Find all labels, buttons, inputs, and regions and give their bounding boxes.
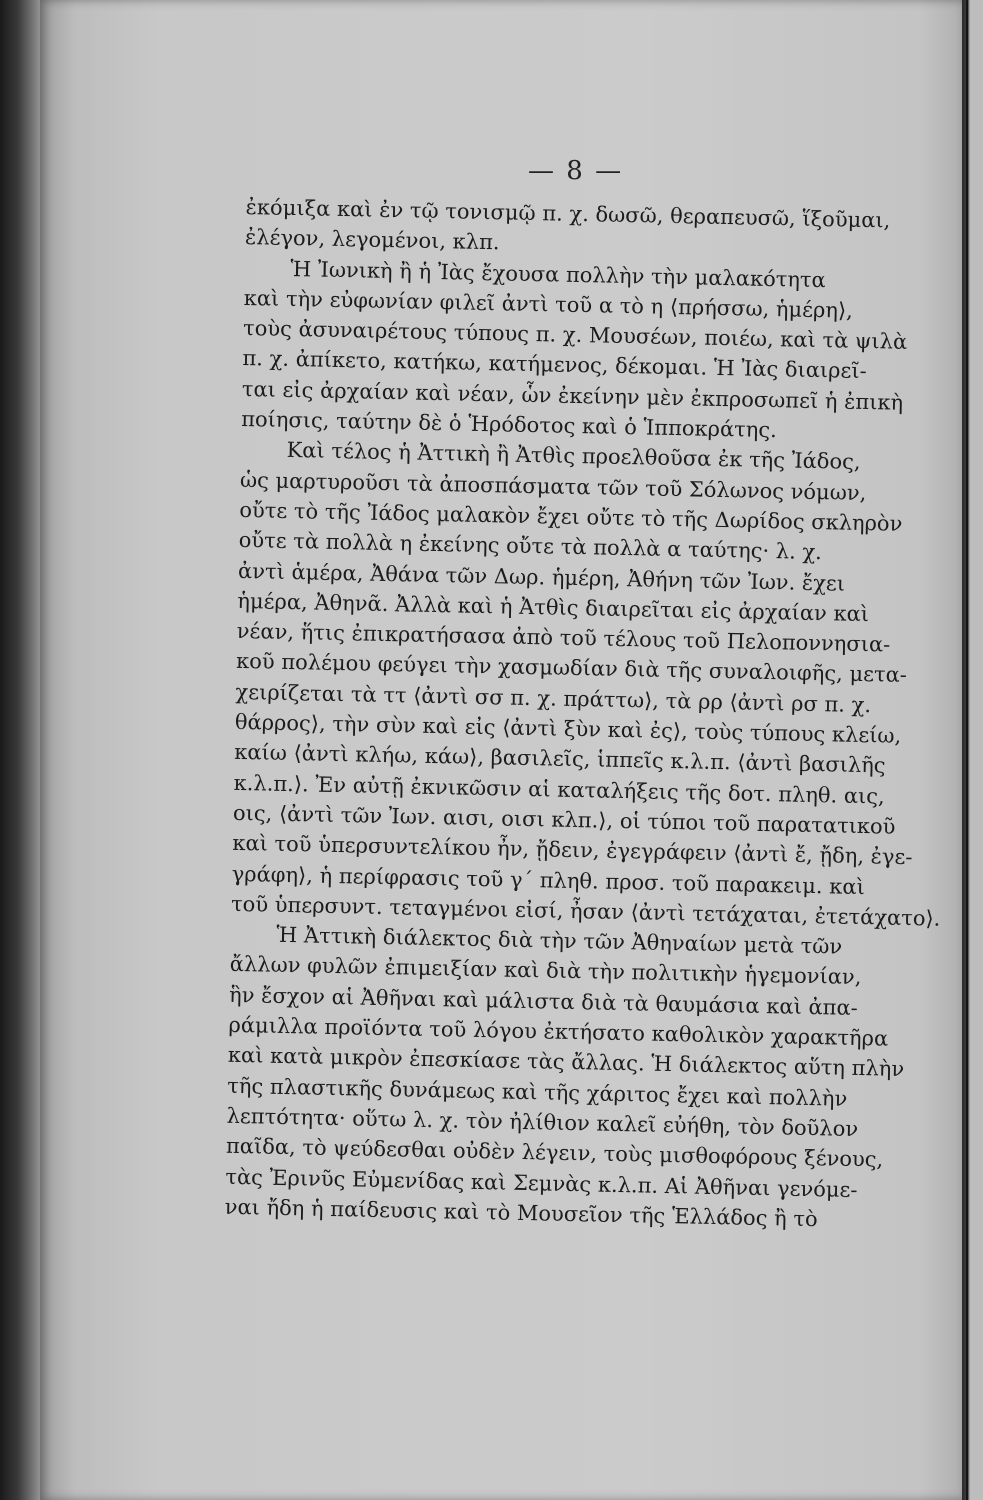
text-line: χειρίζεται τὰ ττ ⟨ἀντὶ σσ π. χ. πράττω⟩, τὰ ρρ ⟨ἀντὶ ρσ π. χ. [235, 679, 872, 717]
text-line: καὶ τοῦ ὑπερσυντελίκου ἦν, ᾔδειν, ἐγεγράφειν ⟨ἀντὶ ἔ, ᾔδη, ἐγε- [232, 831, 913, 870]
text-line: καὶ κατὰ μικρὸν ἐπεσκίασε τὰς ἄλλας. Ἡ διάλεκτος αὕτη πλὴν [227, 1043, 905, 1082]
text-line: λεπτότητα· οὕτω λ. χ. τὸν ἠλίθιον καλεῖ εὐήθη, τὸν δοῦλον [226, 1103, 859, 1141]
text-line: κοῦ πολέμου φεύγει τὴν χασμωδίαν διὰ τῆς συναλοιφῆς, μετα- [235, 649, 908, 688]
text-line: νέαν, ἥτις ἐπικρατήσασα ἀπὸ τοῦ τέλους τοῦ Πελοποννησια- [236, 619, 891, 657]
text-line: ἄλλων φυλῶν ἐπιμειξίαν καὶ διὰ τὴν πολιτικὴν ἡγεμονίαν, [229, 952, 862, 990]
text-line: θάρρος⟩, τὴν σὺν καὶ εἰς ⟨ἀντὶ ξὺν καὶ ἐς⟩, τοὺς τύπους κλείω, [234, 709, 902, 748]
text-line: τῆς πλαστικῆς δυνάμεως καὶ τῆς χάριτος ἔχει καὶ πολλὴν [227, 1073, 848, 1111]
text-line: γράφη⟩, ἡ περίφρασις τοῦ γ΄ πληθ. προσ. τοῦ παρακειμ. καὶ [231, 861, 866, 899]
text-line: κ.λ.π.⟩. Ἐν αὐτῇ ἐκνικῶσιν αἱ καταλήξεις τῆς δοτ. πληθ. αις, [233, 770, 886, 809]
book-spine-shadow [0, 0, 42, 1500]
text-line: ἣν ἔσχον αἱ Ἀθῆναι καὶ μάλιστα διὰ τὰ θαυμάσια καὶ ἀπα- [228, 982, 859, 1020]
text-line: ποίησις, ταύτην δὲ ὁ Ἡρόδοτος καὶ ὁ Ἱπποκράτης. [240, 407, 778, 443]
page-number: — 8 — [528, 156, 624, 186]
text-line: καίω ⟨ἀντὶ κλήω, κάω⟩, βασιλεῖς, ἱππεῖς κ.λ.π. ⟨ἀντὶ βασιλῆς [234, 740, 886, 778]
text-line: Ἡ Ἰωνικὴ ἢ ἡ Ἰὰς ἔχουσα πολλὴν τὴν μαλακότητα [290, 256, 826, 292]
text-line: ἐλέγον, λεγομένοι, κλπ. [244, 225, 500, 255]
text-line: Καὶ τέλος ἡ Ἀττικὴ ἢ Ἀτθὶς προελθοῦσα ἐκ τῆς Ἰάδος, [286, 438, 861, 475]
text-line: ὡς μαρτυροῦσι τὰ ἀποσπάσματα τῶν τοῦ Σόλωνος νόμων, [239, 467, 867, 505]
body-text [224, 192, 941, 1235]
text-line: ἀντὶ ἁμέρα, Ἀθάνα τῶν Δωρ. ἡμέρη, Ἀθήνη τῶν Ἰων. ἔχει [237, 558, 846, 596]
text-line: οις, ⟨ἀντὶ τῶν Ἰων. αισι, οισι κλπ.⟩, οἱ τύποι τοῦ παρατατικοῦ [232, 800, 896, 839]
text-line: οὔτε τὸ τῆς Ἰάδος μαλακὸν ἔχει οὔτε τὸ τῆς Δωρίδος σκληρὸν [239, 497, 903, 536]
text-line: ται εἰς ἀρχαίαν καὶ νέαν, ὧν ἐκείνην μὲν ἐκπροσωπεῖ ἡ ἐπικὴ [241, 376, 904, 415]
text-line: Ἡ Ἀττικὴ διάλεκτος διὰ τὴν τῶν Ἀθηναίων μετὰ τῶν [276, 922, 843, 959]
text-line: τοὺς ἀσυναιρέτους τύπους π. χ. Μουσέων, ποιέω, καὶ τὰ ψιλὰ [242, 316, 908, 355]
text-line: ἡμέρα, Ἀθηνᾶ. Ἀλλὰ καὶ ἡ Ἀτθὶς διαιρεῖται εἰς ἀρχαίαν καὶ [237, 588, 870, 626]
text-line: ναι ἤδη ἡ παίδευσις καὶ τὸ Μουσεῖον τῆς Ἑλλάδος ἢ τὸ [224, 1194, 818, 1231]
text-line: τὰς Ἐρινῦς Εὐμενίδας καὶ Σεμνὰς κ.λ.π. Αἱ Ἀθῆναι γενόμε- [225, 1164, 858, 1202]
text-line: τοῦ ὑπερσυντ. τεταγμένοι εἰσί, ἦσαν ⟨ἀντὶ τετάχαται, ἐτετάχατο⟩. [230, 891, 941, 931]
text-line: καὶ τὴν εὐφωνίαν φιλεῖ ἀντὶ τοῦ α τὸ η ⟨πρήσσω, ἡμέρη⟩, [243, 285, 854, 323]
text-line: οὔτε τὰ πολλὰ η ἐκείνης οὔτε τὰ πολλὰ α ταύτης· λ. χ. [238, 528, 823, 565]
text-line: παῖδα, τὸ ψεύδεσθαι οὐδὲν λέγειν, τοὺς μισθοφόρους ξένους, [225, 1133, 884, 1172]
text-line: ράμιλλα προϊόντα τοῦ λόγου ἐκτήσατο καθολικὸν χαρακτῆρα [228, 1012, 889, 1051]
page-gutter-line [966, 0, 968, 1500]
text-line: ἐκόμιξα καὶ ἐν τῷ τονισμῷ π. χ. δωσῶ, θεραπευσῶ, ἵξοῦμαι, [245, 194, 891, 233]
text-line: π. χ. ἀπίκετο, κατήκω, κατήμενος, δέκομαι. Ἡ Ἰὰς διαιρεῖ- [242, 346, 867, 384]
